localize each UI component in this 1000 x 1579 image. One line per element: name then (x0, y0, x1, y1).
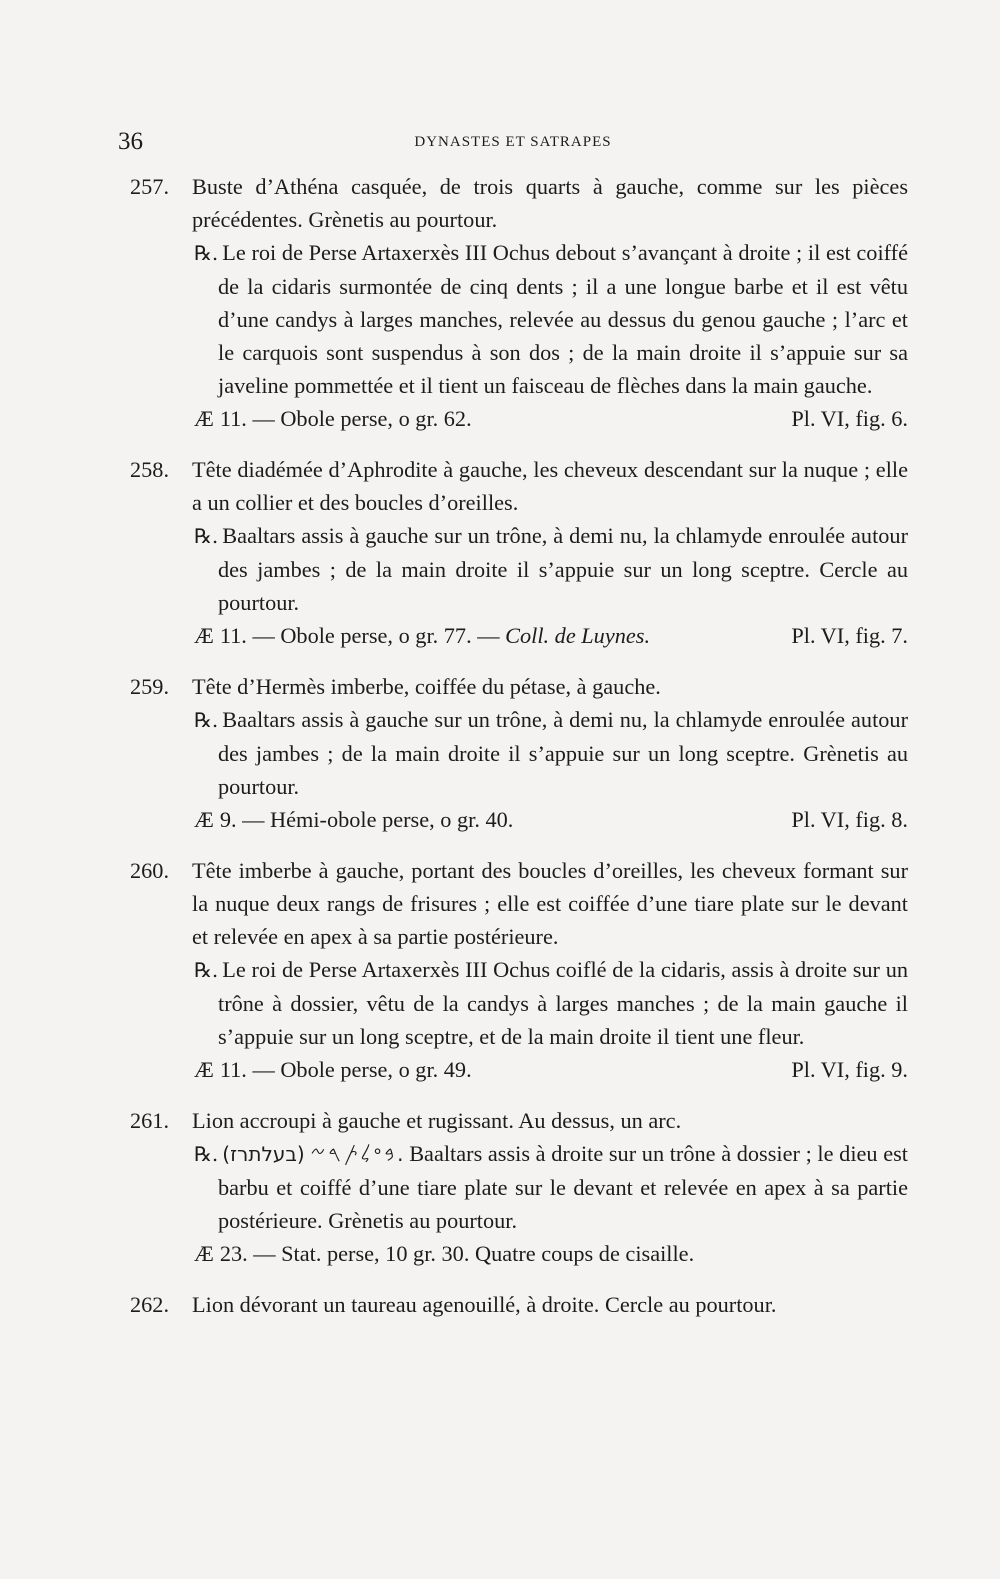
entry-260 (130, 854, 908, 1086)
entry-number: 257. (130, 174, 170, 199)
entry-head (130, 1104, 908, 1137)
entry-head (130, 170, 908, 236)
coin-specs (130, 803, 908, 836)
entry-head (130, 1288, 908, 1321)
obverse-description: Buste d’Athéna casquée, de trois quarts à gauche, comme sur les pièces précédentes. Grènetis au pourtour. (192, 174, 908, 232)
obverse-description: Tête d’Hermès imberbe, coiffée du pétase, à gauche. (192, 674, 661, 699)
specs-text: 23. — Stat. perse, 10 gr. 30. Quatre coups de cisaille. (219, 1241, 695, 1266)
phoenician-legend: 𐤁𐤏𐤋𐤕𐤓𐤆 (310, 1142, 398, 1166)
reverse-description (130, 953, 908, 1053)
specs-text: 9. — Hémi-obole perse, o gr. 40. (219, 807, 514, 832)
obverse-description: Lion dévorant un taureau agenouillé, à droite. Cercle au pourtour. (192, 1292, 777, 1317)
entry-number: 260. (130, 858, 170, 883)
specs-text: 11. — Obole perse, o gr. 62. (219, 406, 472, 431)
obverse-description: Lion accroupi à gauche et rugissant. Au dessus, un arc. (192, 1108, 682, 1133)
metal-symbol: Æ (194, 406, 214, 431)
page-number: 36 (118, 128, 143, 155)
reverse-description (130, 703, 908, 803)
entry-number: 258. (130, 457, 170, 482)
metal-symbol: Æ (194, 807, 214, 832)
coin-specs (130, 402, 908, 435)
specs-text: 11. — Obole perse, o gr. 77. — (219, 623, 500, 648)
specs-text: 11. — Obole perse, o gr. 49. (219, 1057, 472, 1082)
entry-259 (130, 670, 908, 836)
coin-specs (130, 1053, 908, 1086)
reverse-symbol: ℞. (194, 958, 219, 982)
plate-reference: Pl. VI, fig. 8. (791, 807, 908, 832)
entry-head (130, 670, 908, 703)
collection-name: Coll. de Luynes. (505, 623, 651, 648)
coin-specs (130, 1237, 908, 1270)
plate-reference: Pl. VI, fig. 7. (791, 623, 908, 648)
running-head (118, 128, 908, 162)
entry-258 (130, 453, 908, 652)
coin-specs (130, 619, 908, 652)
plate-reference: Pl. VI, fig. 6. (791, 406, 908, 431)
reverse-text: Le roi de Perse Artaxerxès III Ochus coiflé de la cidaris, assis à droite sur un trône à dossier, vêtu de la candys à larges manches ; de la main gauche il s’appuie sur un long sceptre, et de la main droite il tient une fleur. (218, 957, 908, 1049)
entry-number: 259. (130, 674, 170, 699)
running-title: DYNASTES ET SATRAPES (414, 134, 612, 150)
reverse-symbol: ℞. (194, 241, 219, 265)
entry-head (130, 854, 908, 953)
reverse-symbol: ℞. (194, 1142, 219, 1166)
reverse-text: Baaltars assis à gauche sur un trône, à demi nu, la chlamyde enroulée autour des jambes ; de la main droite il s’appuie sur un long sceptre. Cercle au pourtour. (218, 523, 908, 615)
plate-reference: Pl. VI, fig. 9. (791, 1057, 908, 1082)
obverse-description: Tête imberbe à gauche, portant des boucles d’oreilles, les cheveux formant sur la nuque deux rangs de frisures ; elle est coiffée d’une tiare plate sur le devant et relevée en apex à sa partie postérieure. (192, 858, 908, 949)
reverse-description (130, 1137, 908, 1237)
reverse-text: Baaltars assis à droite sur un trône à dossier ; le dieu est barbu et coiffé d’une tiare plate sur le devant et relevée en apex à sa partie postérieure. Grènetis au pourtour. (218, 1141, 908, 1233)
reverse-description (130, 519, 908, 619)
entry-head (130, 453, 908, 519)
hebrew-transcription: (בעלתרז). (222, 1142, 404, 1166)
entry-number: 261. (130, 1108, 170, 1133)
metal-symbol: Æ (194, 1057, 214, 1082)
reverse-symbol: ℞. (194, 524, 219, 548)
obverse-description: Tête diadémée d’Aphrodite à gauche, les cheveux descendant sur la nuque ; elle a un collier et des boucles d’oreilles. (192, 457, 908, 515)
reverse-symbol: ℞. (194, 708, 219, 732)
entry-number: 262. (130, 1292, 170, 1317)
entry-262 (130, 1288, 908, 1321)
reverse-description (130, 236, 908, 402)
reverse-text: Le roi de Perse Artaxerxès III Ochus debout s’avançant à droite ; il est coiffé de la cidaris surmontée de cinq dents ; il a une longue barbe et il est vêtu d’une candys à larges manches, relevée au dessus du genou gauche ; l’arc et le carquois sont suspendus à son dos ; de la main droite il s’appuie sur sa javeline pommettée et il tient un faisceau de flèches dans la main gauche. (218, 240, 908, 398)
entry-261 (130, 1104, 908, 1270)
metal-symbol: Æ (194, 623, 214, 648)
entry-257 (130, 170, 908, 435)
catalogue-entries (130, 170, 908, 1339)
metal-symbol: Æ (194, 1241, 214, 1266)
reverse-text: Baaltars assis à gauche sur un trône, à demi nu, la chlamyde enroulée autour des jambes ; de la main droite il s’appuie sur un long sceptre. Grènetis au pourtour. (218, 707, 908, 799)
